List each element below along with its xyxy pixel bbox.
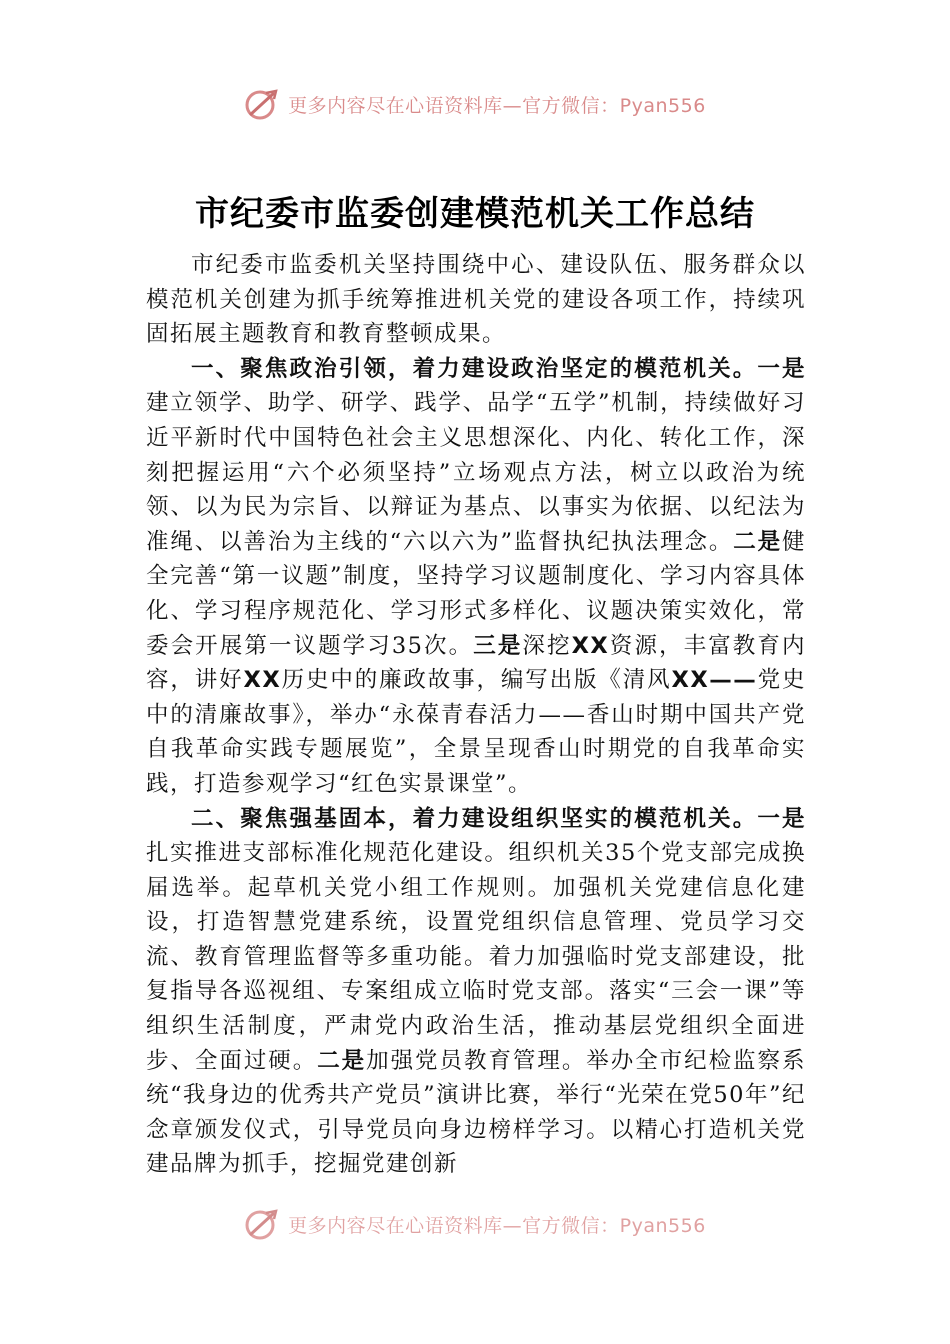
placeholder-xx-3: XX—— (671, 667, 758, 694)
section1-text-3a: 深挖 (522, 632, 572, 659)
intro-paragraph: 市纪委市监委机关坚持围绕中心、建设队伍、服务群众以模范机关创建为抓手统筹推进机关党的建设各项工作，持续巩固拓展主题教育和教育整顿成果。 (146, 252, 806, 348)
document-title: 市纪委市监委创建模范机关工作总结 (195, 194, 755, 234)
section1-marker-3: 三是 (473, 632, 523, 659)
section1-paragraph (146, 352, 806, 802)
section2-text-2: 加强党员教育管理。举办全市纪检监察系统“我身边的优秀共产党员”演讲比赛，举行“光荣在党50年”纪念章颁发仪式，引导党员向身边榜样学习。以精心打造机关党建品牌为抓手，挖掘党建创新 (146, 1047, 806, 1178)
section2-text-1: 扎实推进支部标准化规范化建设。组织机关35个党支部完成换届选举。起草机关党小组工作规则。加强机关党建信息化建设，打造智慧党建系统，设置党组织信息管理、党员学习交流、教育管理监督等多重功能。着力加强临时党支部建设，批复指导各巡视组、专案组成立临时党支部。落实“三会一课”等组织生活制度，严肃党内政治生活，推动基层党组织全面进步、全面过硬。 (146, 840, 806, 1074)
watermark-logo-icon (244, 87, 280, 121)
section1-text-3c: 历史中的廉政故事，编写出版《清风 (281, 667, 672, 694)
section2-paragraph (146, 802, 806, 1183)
section1-text-3b: 资源，丰富教育内容，讲好 (146, 632, 806, 694)
section2-marker-2: 二是 (317, 1047, 367, 1074)
footer-watermark (0, 1204, 950, 1244)
header-watermark (0, 84, 950, 124)
section2-heading: 二、聚焦强基固本，着力建设组织坚实的模范机关。 (191, 805, 758, 832)
section1-marker-1: 一是 (757, 355, 806, 382)
section1-marker-2: 二是 (733, 528, 782, 555)
section1-heading: 一、聚焦政治引领，着力建设政治坚定的模范机关。 (191, 355, 758, 382)
section1-text-1: 建立领学、助学、研学、践学、品学“五学”机制，持续做好习近平新时代中国特色社会主义思想深化、内化、转化工作，深刻把握运用“六个必须坚持”立场观点方法，树立以政治为统领、以为民为宗旨、以辩证为基点、以事实为依据、以纪法为准绳、以善治为主线的“六以六为”监督执纪执法理念。 (146, 390, 806, 555)
document-body (146, 248, 806, 1182)
header-watermark-text: 更多内容尽在心语资料库—官方微信：Pyan556 (288, 94, 706, 117)
placeholder-xx-1: XX (571, 632, 610, 659)
footer-watermark-text: 更多内容尽在心语资料库—官方微信：Pyan556 (288, 1214, 706, 1237)
section1-text-3d: 党史中的清廉故事》，举办“永葆青春活力——香山时期中国共产党自我革命实践专题展览”，全景呈现香山时期党的自我革命实践，打造参观学习“红色实景课堂”。 (146, 667, 806, 797)
watermark-logo-icon (244, 1207, 280, 1241)
section1-text-2: 健全完善“第一议题”制度，坚持学习议题制度化、学习内容具体化、学习程序规范化、学习形式多样化、议题决策实效化，常委会开展第一议题学习35次。 (146, 528, 806, 659)
section2-marker-1: 一是 (757, 805, 806, 832)
placeholder-xx-2: XX (243, 667, 282, 694)
